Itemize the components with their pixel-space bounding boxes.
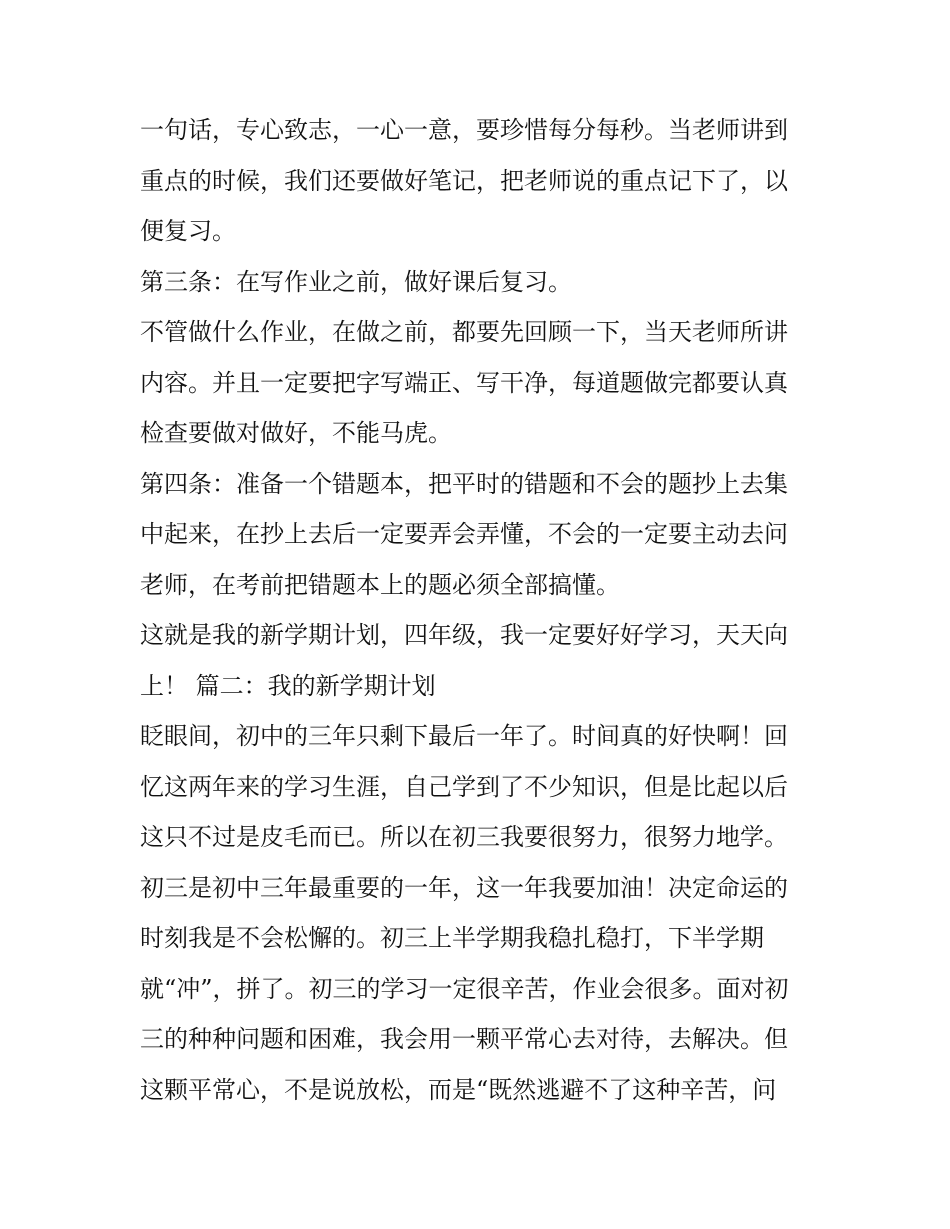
text-line: 忆这两年来的学习生涯，自己学到了不少知识，但是比起以后 bbox=[140, 772, 788, 801]
text-line: 这只不过是皮毛而已。所以在初三我要很努力，很努力地学。 bbox=[140, 823, 788, 851]
text-line: 中起来，在抄上去后一定要弄会弄懂，不会的一定要主动去问 bbox=[140, 520, 788, 548]
text-line-with-part-two-title: 上！ 篇二：我的新学期计划 bbox=[140, 671, 436, 700]
text-line: 内容。并且一定要把字写端正、写干净，每道题做完都要认真 bbox=[140, 368, 788, 397]
text-line: 这颗平常心，不是说放松，而是“既然逃避不了这种辛苦，问 bbox=[140, 1075, 777, 1104]
document-body bbox=[140, 105, 820, 1115]
text-line: 三的种种问题和困难，我会用一颗平常心去对待，去解决。但 bbox=[140, 1025, 788, 1053]
text-line: 不管做什么作业，在做之前，都要先回顾一下，当天老师所讲 bbox=[140, 318, 788, 346]
section-heading-item-4: 第四条：准备一个错题本，把平时的错题和不会的题抄上去集 bbox=[140, 469, 788, 498]
text-line: 就“冲”，拼了。初三的学习一定很辛苦，作业会很多。面对初 bbox=[140, 974, 789, 1003]
text-line: 重点的时候，我们还要做好笔记，把老师说的重点记下了，以 bbox=[140, 166, 788, 195]
text-line: 时刻我是不会松懈的。初三上半学期我稳扎稳打，下半学期 bbox=[140, 924, 764, 952]
text-line: 眨眼间，初中的三年只剩下最后一年了。时间真的好快啊！回 bbox=[140, 722, 788, 750]
section-heading-item-3: 第三条：在写作业之前，做好课后复习。 bbox=[140, 267, 572, 296]
text-line: 初三是初中三年最重要的一年，这一年我要加油！决定命运的 bbox=[140, 873, 788, 902]
text-line: 便复习。 bbox=[140, 217, 236, 245]
text-line: 这就是我的新学期计划，四年级，我一定要好好学习，天天向 bbox=[140, 621, 788, 649]
text-line: 检查要做对做好，不能马虎。 bbox=[140, 419, 452, 447]
text-line: 一句话，专心致志，一心一意，要珍惜每分每秒。当老师讲到 bbox=[140, 116, 788, 144]
text-line: 老师，在考前把错题本上的题必须全部搞懂。 bbox=[140, 570, 620, 599]
